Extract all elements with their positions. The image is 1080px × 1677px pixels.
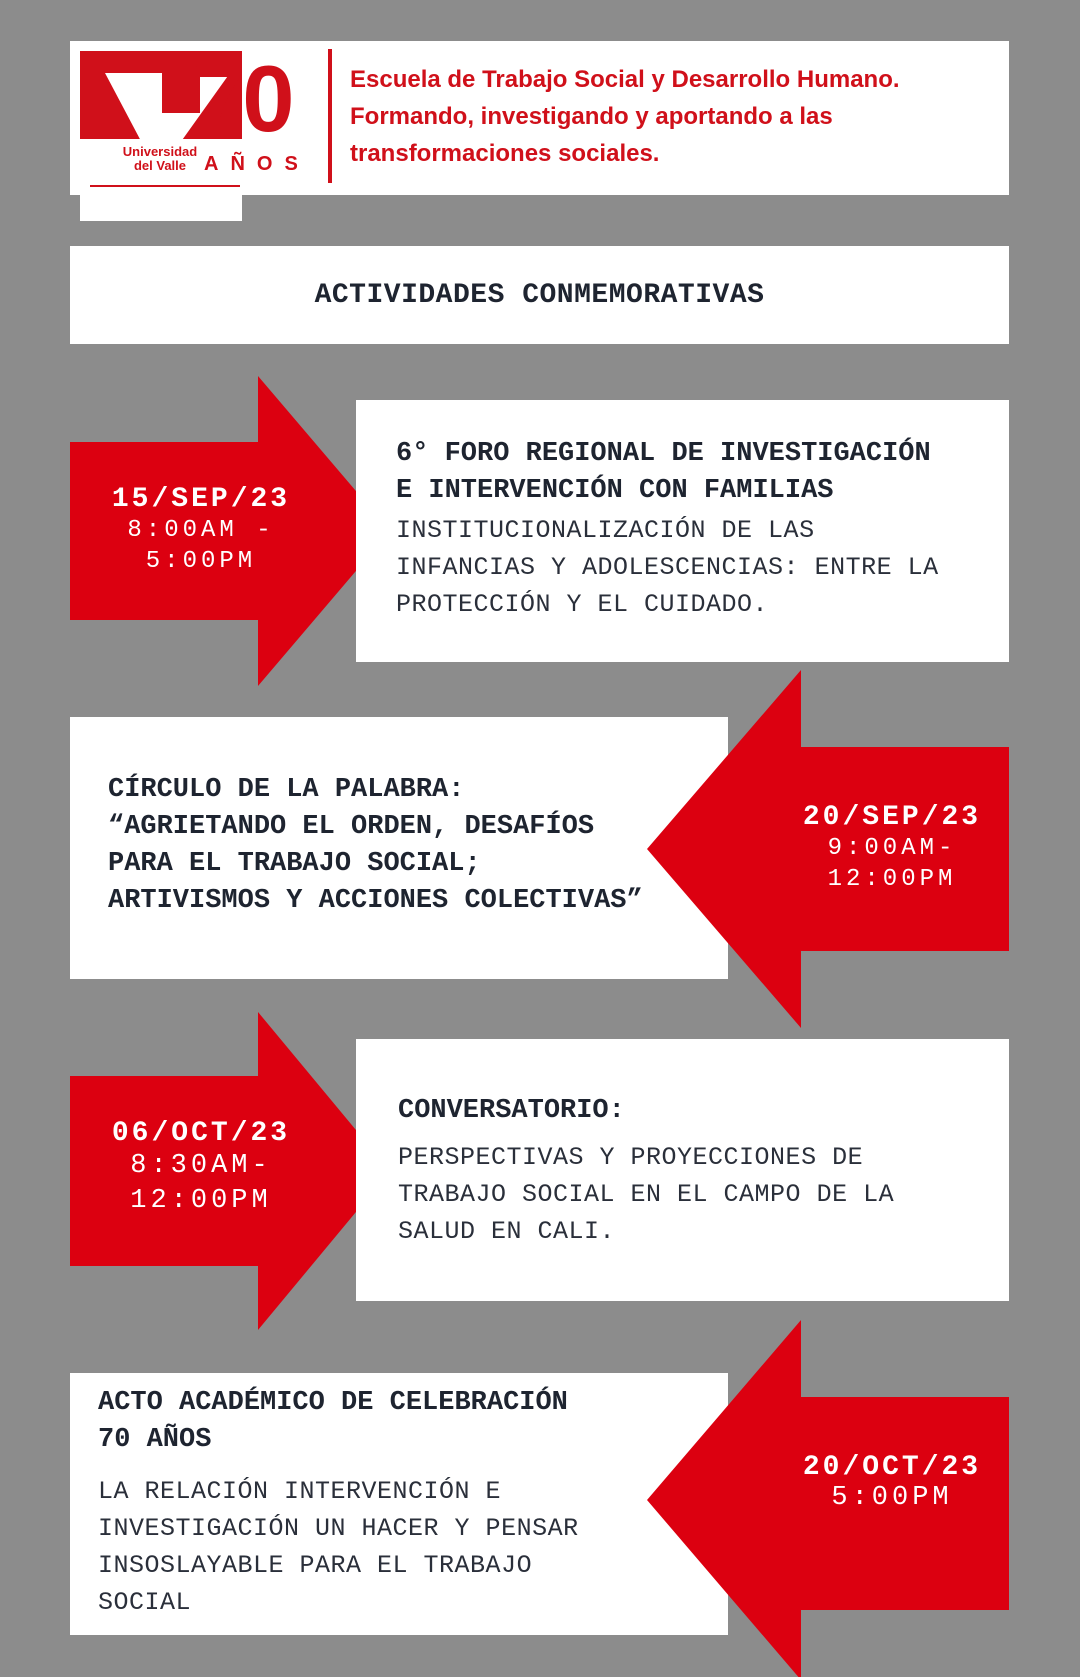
event-2-date: 20/SEP/23 [802, 802, 982, 833]
event-4-title: ACTO ACADÉMICO DE CELEBRACIÓN 70 AÑOS [98, 1388, 568, 1455]
event-4-time: 5:00PM [831, 1483, 953, 1513]
page-title: ACTIVIDADES CONMEMORATIVAS [314, 280, 765, 311]
header-divider [328, 49, 332, 183]
event-3-time: 8:30AM- 12:00PM [130, 1151, 272, 1216]
anniversary-years-label: AÑOS [204, 153, 310, 175]
event-3-date-arrow [70, 1012, 390, 1330]
header-banner [70, 41, 1009, 195]
event-4-date: 20/OCT/23 [802, 1452, 982, 1483]
event-3-title: CONVERSATORIO: [398, 1096, 625, 1126]
event-2-date-arrow [647, 670, 1009, 1028]
event-2-title: CÍRCULO DE LA PALABRA: “AGRIETANDO EL ORDEN, DESAFÍOS PARA EL TRABAJO SOCIAL; ARTIVISMOS Y ACCIONES COLECTIVAS” [108, 775, 643, 916]
event-2-card [70, 717, 728, 979]
logo-university-name: Universidad del Valle [122, 144, 198, 173]
title-banner [70, 246, 1009, 344]
event-3-description: PERSPECTIVAS Y PROYECCIONES DE TRABAJO SOCIAL EN EL CAMPO DE LA SALUD EN CALI. [398, 1143, 895, 1246]
anniversary-number: 70 [192, 46, 293, 151]
event-4-date-arrow [647, 1320, 1009, 1677]
event-3-card [356, 1039, 1009, 1301]
event-3-date: 06/OCT/23 [111, 1118, 291, 1149]
event-2-time: 9:00AM- 12:00PM [827, 835, 957, 893]
event-1-card [356, 400, 1009, 662]
event-1-date-arrow [70, 376, 390, 686]
event-4-description: LA RELACIÓN INTERVENCIÓN E INVESTIGACIÓN UN HACER Y PENSAR INSOSLAYABLE PARA EL TRABAJO SOCIAL [98, 1477, 579, 1617]
event-1-date: 15/SEP/23 [111, 484, 291, 515]
event-1-description: INSTITUCIONALIZACIÓN DE LAS INFANCIAS Y ADOLESCENCIAS: ENTRE LA PROTECCIÓN Y EL CUIDADO. [396, 516, 939, 619]
event-4-card [70, 1373, 728, 1635]
event-1-time: 8:00AM - 5:00PM [127, 517, 275, 575]
header-slogan: Escuela de Trabajo Social y Desarrollo Humano. Formando, investigando y aportando a las transformaciones sociales. [350, 66, 900, 167]
event-1-title: 6° FORO REGIONAL DE INVESTIGACIÓN E INTERVENCIÓN CON FAMILIAS [396, 439, 931, 506]
